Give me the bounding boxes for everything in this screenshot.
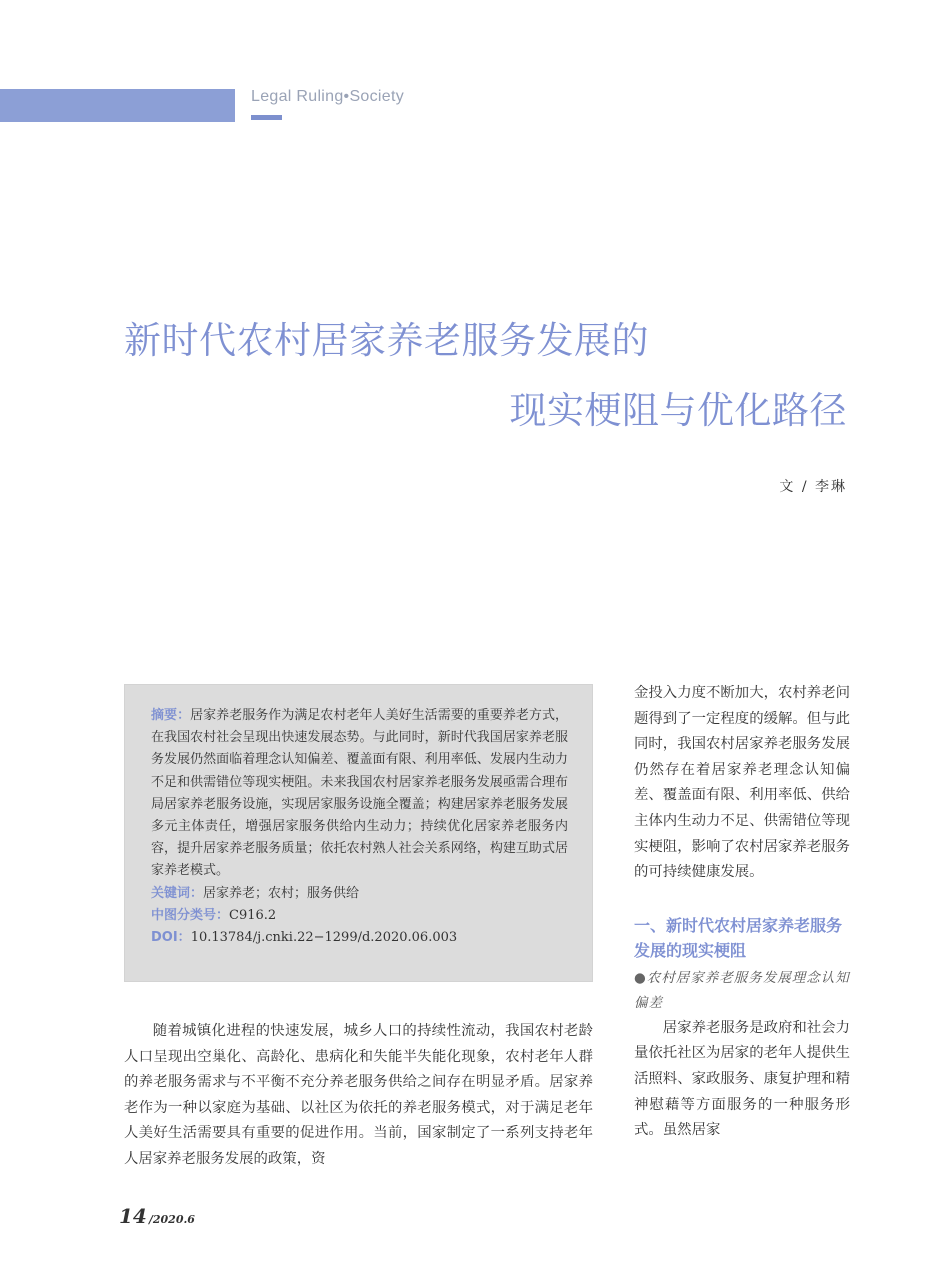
body-paragraph-section1: 居家养老服务是政府和社会力量依托社区为居家的老年人提供生活照料、家政服务、康复护理和精神慰藉等方面服务的一种服务形式。虽然居家 <box>634 1019 850 1139</box>
keywords-label: 关键词： <box>151 885 204 901</box>
bullet-icon: ● <box>634 969 647 986</box>
section-header: Legal Ruling•Society <box>251 88 405 105</box>
issue-number: /2020.6 <box>148 1213 195 1226</box>
body-paragraph-intro: 随着城镇化进程的快速发展，城乡人口的持续性流动，我国农村老龄人口呈现出空巢化、高龄化、患病化和失能半失能化现象，农村老年人群的养老服务需求与不平衡不充分养老服务供给之间存在明显矛盾。居家养老作为一种以家庭为基础、以社区为依托的养老服务模式，对于满足老年人美好生活需要具有重要的促进作用。当前，国家制定了一系列支持老年人居家养老服务发展的政策，资 <box>124 1023 593 1167</box>
page-number: 14 <box>119 1204 147 1228</box>
body-paragraph-continued: 金投入力度不断加大，农村养老问题得到了一定程度的缓解。但与此同时，我国农村居家养老服务发展仍然存在着居家养老理念认知偏差、覆盖面有限、利用率低、供给主体内生动力不足、供需错位等现实梗阻，影响了农村居家养老服务的可持续健康发展。 <box>634 685 850 881</box>
subsection-heading-text: 农村居家养老服务发展理念认知偏差 <box>634 969 850 1011</box>
keywords-line <box>151 883 568 905</box>
keywords-value: 居家养老；农村；服务供给 <box>203 885 360 901</box>
subsection-heading <box>634 966 850 1016</box>
abstract-paragraph <box>151 705 568 883</box>
doi-value: 10.13784/j.cnki.22−1299/d.2020.06.003 <box>190 930 458 946</box>
clc-line <box>151 905 568 927</box>
article-author: 文 / 李琳 <box>779 479 847 495</box>
doi-line <box>151 927 568 949</box>
doi-label: DOI： <box>151 930 191 946</box>
section-heading-1: 一、新时代农村居家养老服务发展的现实梗阻 <box>634 915 843 960</box>
abstract-label: 摘要： <box>151 708 191 723</box>
abstract-box <box>124 684 593 982</box>
clc-value: C916.2 <box>229 907 277 923</box>
clc-label: 中图分类号： <box>151 907 230 923</box>
page-footer <box>119 1204 195 1228</box>
right-column <box>634 681 850 1144</box>
header-color-bar <box>0 89 235 122</box>
article-title-line1: 新时代农村居家养老服务发展的 <box>124 319 649 362</box>
article-title-line2: 现实梗阻与优化路径 <box>509 389 847 432</box>
abstract-text: 居家养老服务作为满足农村老年人美好生活需要的重要养老方式，在我国农村社会呈现出快速发展态势。与此同时，新时代我国居家养老服务发展仍然面临着理念认知偏差、覆盖面有限、利用率低、发展内生动力不足和供需错位等现实梗阻。未来我国农村居家养老服务发展亟需合理布局居家养老服务设施，实现居家服务设施全覆盖；构建居家养老服务发展多元主体责任，增强居家服务供给内生动力；持续优化居家养老服务内容，提升居家养老服务质量；依托农村熟人社会关系网络，构建互助式居家养老模式。 <box>151 708 568 879</box>
header-accent-mark <box>251 115 282 120</box>
